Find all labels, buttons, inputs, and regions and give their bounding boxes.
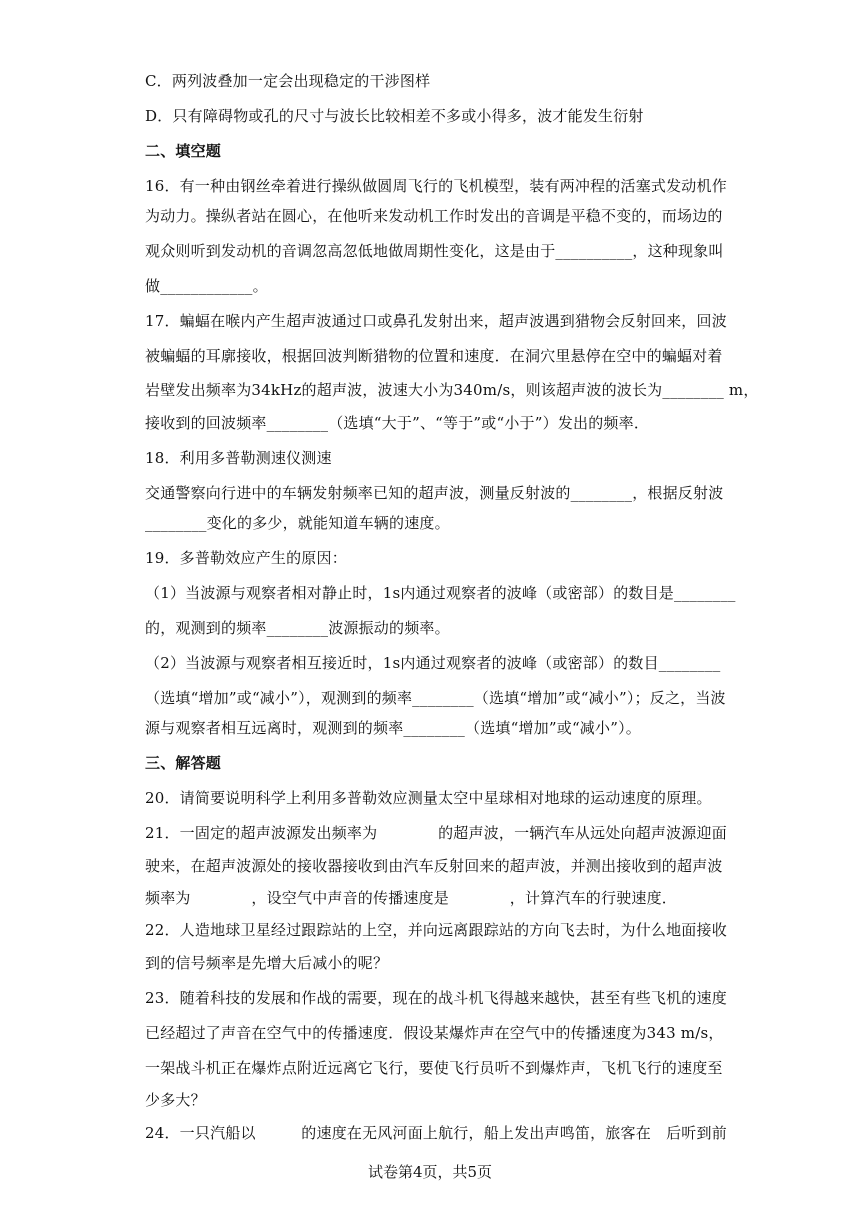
question-21-line-1: 21．一固定的超声波源发出频率为 的超声波，一辆汽车从远处向超声波源迎面 [145,824,727,842]
question-23-line-1: 23．随着科技的发展和作战的需要，现在的战斗机飞得越来越快，甚至有些飞机的速度 [145,989,727,1007]
question-16-line-2: 为动力。操纵者站在圆心，在他听来发动机工作时发出的音调是平稳不变的，而场边的 [145,207,723,225]
question-16-line-4: 做____________。 [145,277,268,295]
question-21-line-2: 驶来，在超声波源处的接收器接收到由汽车反射回来的超声波，并测出接收到的超声波 [145,857,723,875]
question-19-part-1-line-1: （1）当波源与观察者相对静止时，1s内通过观察者的波峰（或密部）的数目是________ [145,584,736,602]
question-21-line-3: 频率为 ，设空气中声音的传播速度是 ，计算汽车的行驶速度． [145,889,678,907]
question-22-line-1: 22．人造地球卫星经过跟踪站的上空，并向远离跟踪站的方向飞去时，为什么地面接收 [145,921,727,939]
option-c: C．两列波叠加一定会出现稳定的干涉图样 [145,72,431,90]
question-23-line-2: 已经超过了声音在空气中的传播速度．假设某爆炸声在空气中的传播速度为343 m/s， [145,1024,724,1042]
question-19-part-2-line-1: （2）当波源与观察者相互接近时，1s内通过观察者的波峰（或密部）的数目________ [145,654,721,672]
question-17-line-4: 接收到的回波频率________（选填“大于”、“等于”或“小于”）发出的频率． [145,414,650,432]
question-18-line-2: ________变化的多少，就能知道车辆的速度。 [145,514,450,532]
question-23-line-4: 少多大？ [145,1091,206,1109]
question-22-line-2: 到的信号频率是先增大后减小的呢？ [145,954,389,972]
question-18-line-1: 交通警察向行进中的车辆发射频率已知的超声波，测量反射波的________，根据反射波 [145,484,724,502]
question-17-line-2: 被蝙蝠的耳廓接收，根据回波判断猎物的位置和速度．在洞穴里悬停在空中的蝙蝠对着 [145,347,723,365]
question-16-line-3: 观众则听到发动机的音调忽高忽低地做周期性变化，这是由于__________，这种现象叫 [145,242,724,260]
question-20: 20．请简要说明科学上利用多普勒效应测量太空中星球相对地球的运动速度的原理。 [145,789,712,807]
question-18-title: 18．利用多普勒测速仪测速 [145,449,332,467]
question-19-part-2-line-2: （选填“增加”或“减小”），观测到的频率________（选填“增加”或“减小”）；反之，当波 [145,689,726,707]
section-heading-answer: 三、解答题 [145,754,222,772]
question-16-line-1: 16．有一种由钢丝牵着进行操纵做圆周飞行的飞机模型，装有两冲程的活塞式发动机作 [145,177,727,195]
question-23-line-3: 一架战斗机正在爆炸点附近远离它飞行，要使飞行员听不到爆炸声，飞机飞行的速度至 [145,1059,723,1077]
question-17-line-3: 岩壁发出频率为34kHz的超声波，波速大小为340m/s，则该超声波的波长为________ m， [145,381,759,399]
section-heading-fill-in: 二、填空题 [145,142,222,160]
page-footer: 试卷第4页，共5页 [367,1163,493,1181]
question-17-line-1: 17．蝙蝠在喉内产生超声波通过口或鼻孔发射出来，超声波遇到猎物会反射回来，回波 [145,312,727,330]
question-19-part-1-line-2: 的，观测到的频率________波源振动的频率。 [145,619,450,637]
question-19-title: 19．多普勒效应产生的原因： [145,549,347,567]
question-19-part-2-line-3: 源与观察者相互远离时，观测到的频率________（选填“增加”或“减小”）。 [145,719,641,737]
option-d: D．只有障碍物或孔的尺寸与波长比较相差不多或小得多，波才能发生衍射 [145,107,644,125]
question-24-line-1: 24．一只汽船以 的速度在无风河面上航行，船上发出声鸣笛，旅客在 后听到前 [145,1124,727,1142]
